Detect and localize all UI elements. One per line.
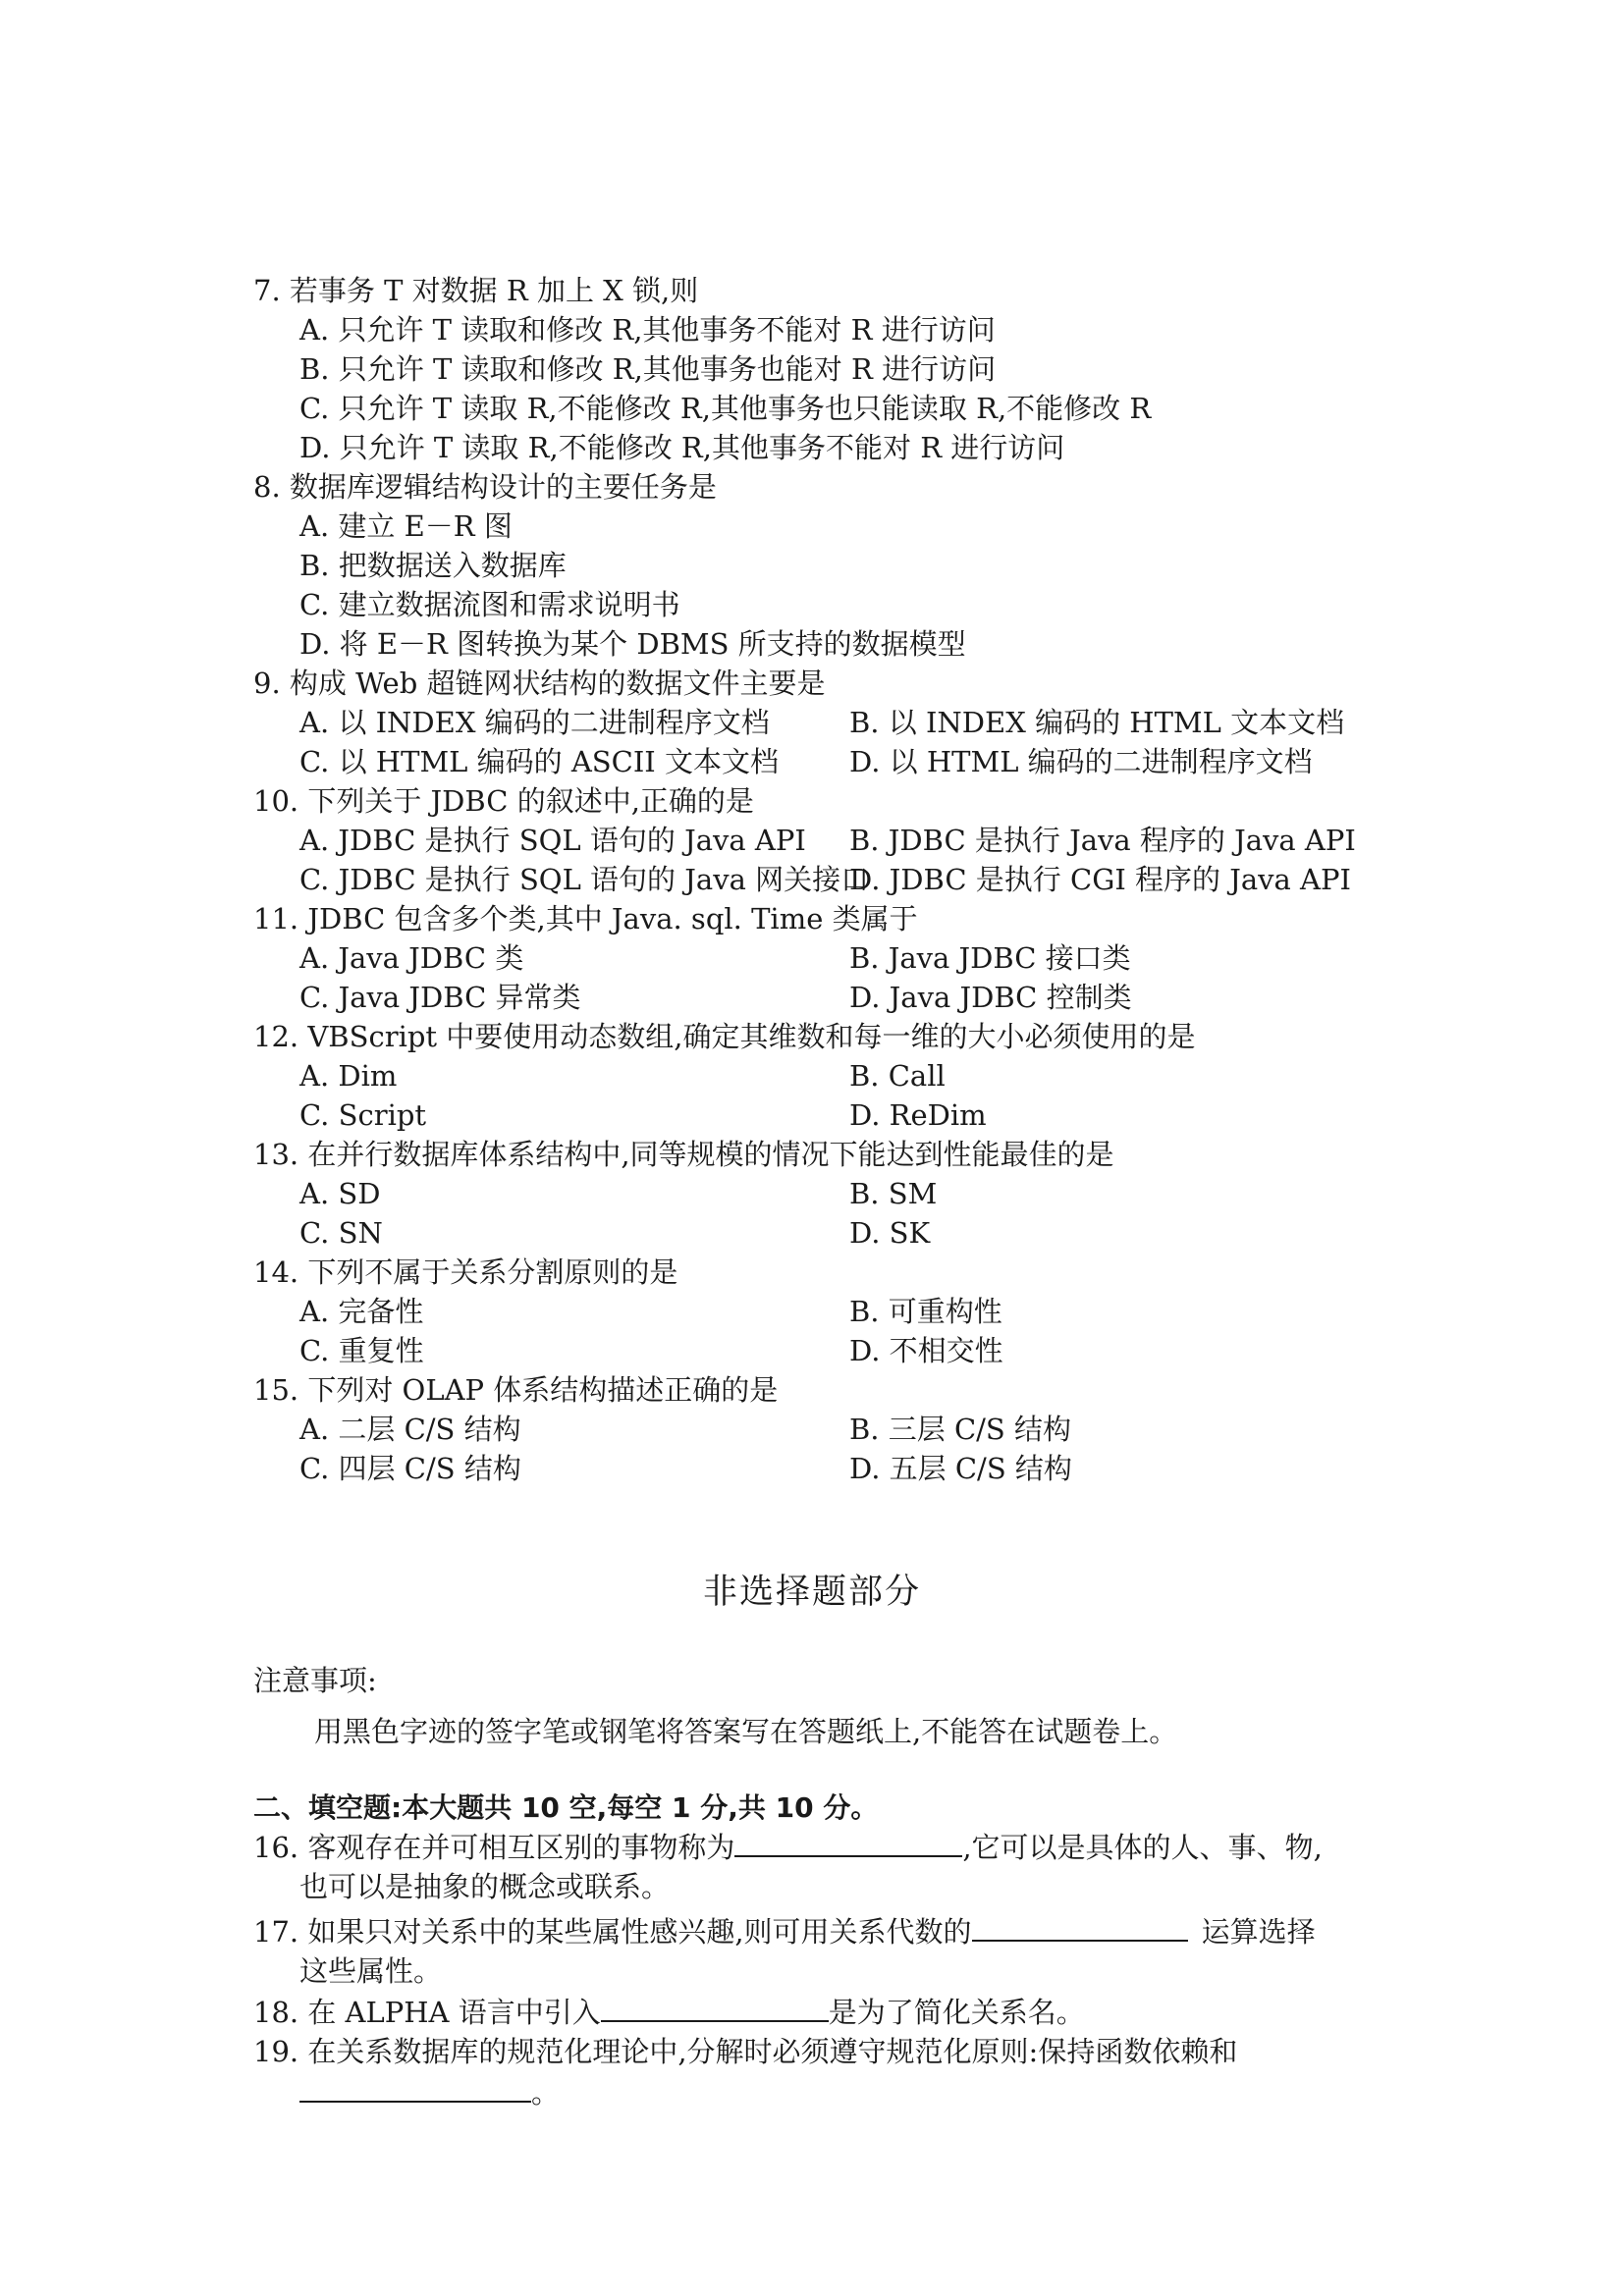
answer-blank-16[interactable] <box>734 1830 962 1857</box>
question-19-text-after: 。 <box>531 2076 561 2109</box>
question-11-option-a: A. Java JDBC 类 <box>299 941 524 975</box>
notice-text: 用黑色字迹的签字笔或钢笔将答案写在答题纸上,不能答在试题卷上。 <box>314 1715 1178 1748</box>
question-15-option-d: D. 五层 C/S 结构 <box>849 1452 1072 1485</box>
question-15-option-b: B. 三层 C/S 结构 <box>849 1413 1072 1446</box>
question-11-stem: 11. JDBC 包含多个类,其中 Java. sql. Time 类属于 <box>253 902 918 935</box>
question-15-option-a: A. 二层 C/S 结构 <box>299 1413 521 1446</box>
question-16-continuation: 也可以是抽象的概念或联系。 <box>299 1870 671 1903</box>
part-two-heading: 二、填空题:本大题共 10 空,每空 1 分,共 10 分。 <box>253 1791 879 1824</box>
notice-label: 注意事项: <box>253 1664 377 1697</box>
question-15-option-c: C. 四层 C/S 结构 <box>299 1452 521 1485</box>
question-17-text-after: 运算选择 <box>1201 1915 1316 1949</box>
question-11-option-b: B. Java JDBC 接口类 <box>849 941 1131 975</box>
question-8-option-c: C. 建立数据流图和需求说明书 <box>299 588 680 621</box>
question-12-stem: 12. VBScript 中要使用动态数组,确定其维数和每一维的大小必须使用的是 <box>253 1020 1196 1053</box>
question-11-option-d: D. Java JDBC 控制类 <box>849 981 1132 1014</box>
question-7-option-c: C. 只允许 T 读取 R,不能修改 R,其他事务也只能读取 R,不能修改 R <box>299 392 1152 425</box>
question-12-option-a: A. Dim <box>299 1059 398 1093</box>
question-17-text-before: 17. 如果只对关系中的某些属性感兴趣,则可用关系代数的 <box>253 1915 972 1949</box>
question-10-stem: 10. 下列关于 JDBC 的叙述中,正确的是 <box>253 784 754 818</box>
question-9-stem: 9. 构成 Web 超链网状结构的数据文件主要是 <box>253 667 826 700</box>
question-15-stem: 15. 下列对 OLAP 体系结构描述正确的是 <box>253 1373 779 1407</box>
question-9-option-c: C. 以 HTML 编码的 ASCII 文本文档 <box>299 745 779 778</box>
question-11-option-c: C. Java JDBC 异常类 <box>299 981 581 1014</box>
question-14-option-c: C. 重复性 <box>299 1334 424 1367</box>
question-17 <box>253 1912 1316 1951</box>
question-7-option-a: A. 只允许 T 读取和修改 R,其他事务不能对 R 进行访问 <box>299 313 996 347</box>
question-16-text-before: 16. 客观存在并可相互区别的事物称为 <box>253 1831 735 1864</box>
question-7-option-b: B. 只允许 T 读取和修改 R,其他事务也能对 R 进行访问 <box>299 352 997 386</box>
question-13-option-c: C. SN <box>299 1216 383 1250</box>
question-17-continuation: 这些属性。 <box>299 1954 443 1988</box>
question-9-option-b: B. 以 INDEX 编码的 HTML 文本文档 <box>849 706 1345 739</box>
question-10-option-d: D. JDBC 是执行 CGI 程序的 Java API <box>849 863 1351 896</box>
question-18-text-after: 是为了简化关系名。 <box>828 1996 1085 2029</box>
question-13-stem: 13. 在并行数据库体系结构中,同等规模的情况下能达到性能最佳的是 <box>253 1138 1114 1171</box>
question-14-stem: 14. 下列不属于关系分割原则的是 <box>253 1255 678 1289</box>
answer-blank-19[interactable] <box>299 2075 531 2103</box>
answer-blank-18[interactable] <box>601 1995 829 2022</box>
answer-blank-17[interactable] <box>972 1914 1188 1942</box>
question-19: 19. 在关系数据库的规范化理论中,分解时必须遵守规范化原则:保持函数依赖和 <box>253 2035 1238 2068</box>
question-7-option-d: D. 只允许 T 读取 R,不能修改 R,其他事务不能对 R 进行访问 <box>299 431 1065 464</box>
question-16-text-after: ,它可以是具体的人、事、物, <box>962 1831 1323 1864</box>
question-18 <box>253 1993 1085 2032</box>
question-13-option-b: B. SM <box>849 1177 938 1210</box>
question-12-option-c: C. Script <box>299 1098 427 1132</box>
question-10-option-b: B. JDBC 是执行 Java 程序的 Java API <box>849 824 1356 857</box>
question-8-option-d: D. 将 E－R 图转换为某个 DBMS 所支持的数据模型 <box>299 627 966 661</box>
question-12-option-b: B. Call <box>849 1059 946 1093</box>
question-8-stem: 8. 数据库逻辑结构设计的主要任务是 <box>253 470 717 504</box>
question-12-option-d: D. ReDim <box>849 1098 987 1132</box>
question-8-option-b: B. 把数据送入数据库 <box>299 549 567 582</box>
question-14-option-a: A. 完备性 <box>299 1295 424 1328</box>
question-18-text-before: 18. 在 ALPHA 语言中引入 <box>253 1996 601 2029</box>
question-13-option-a: A. SD <box>299 1177 381 1210</box>
question-10-option-a: A. JDBC 是执行 SQL 语句的 Java API <box>299 824 806 857</box>
section-title: 非选择题部分 <box>702 1573 921 1612</box>
question-14-option-b: B. 可重构性 <box>849 1295 1002 1328</box>
question-13-option-d: D. SK <box>849 1216 931 1250</box>
question-9-option-a: A. 以 INDEX 编码的二进制程序文档 <box>299 706 770 739</box>
question-9-option-d: D. 以 HTML 编码的二进制程序文档 <box>849 745 1313 778</box>
question-16 <box>253 1828 1323 1867</box>
question-14-option-d: D. 不相交性 <box>849 1334 1003 1367</box>
question-10-option-c: C. JDBC 是执行 SQL 语句的 Java 网关接口 <box>299 863 870 896</box>
question-7-stem: 7. 若事务 T 对数据 R 加上 X 锁,则 <box>253 274 699 307</box>
question-8-option-a: A. 建立 E－R 图 <box>299 509 513 543</box>
question-19-continuation <box>299 2073 560 2112</box>
